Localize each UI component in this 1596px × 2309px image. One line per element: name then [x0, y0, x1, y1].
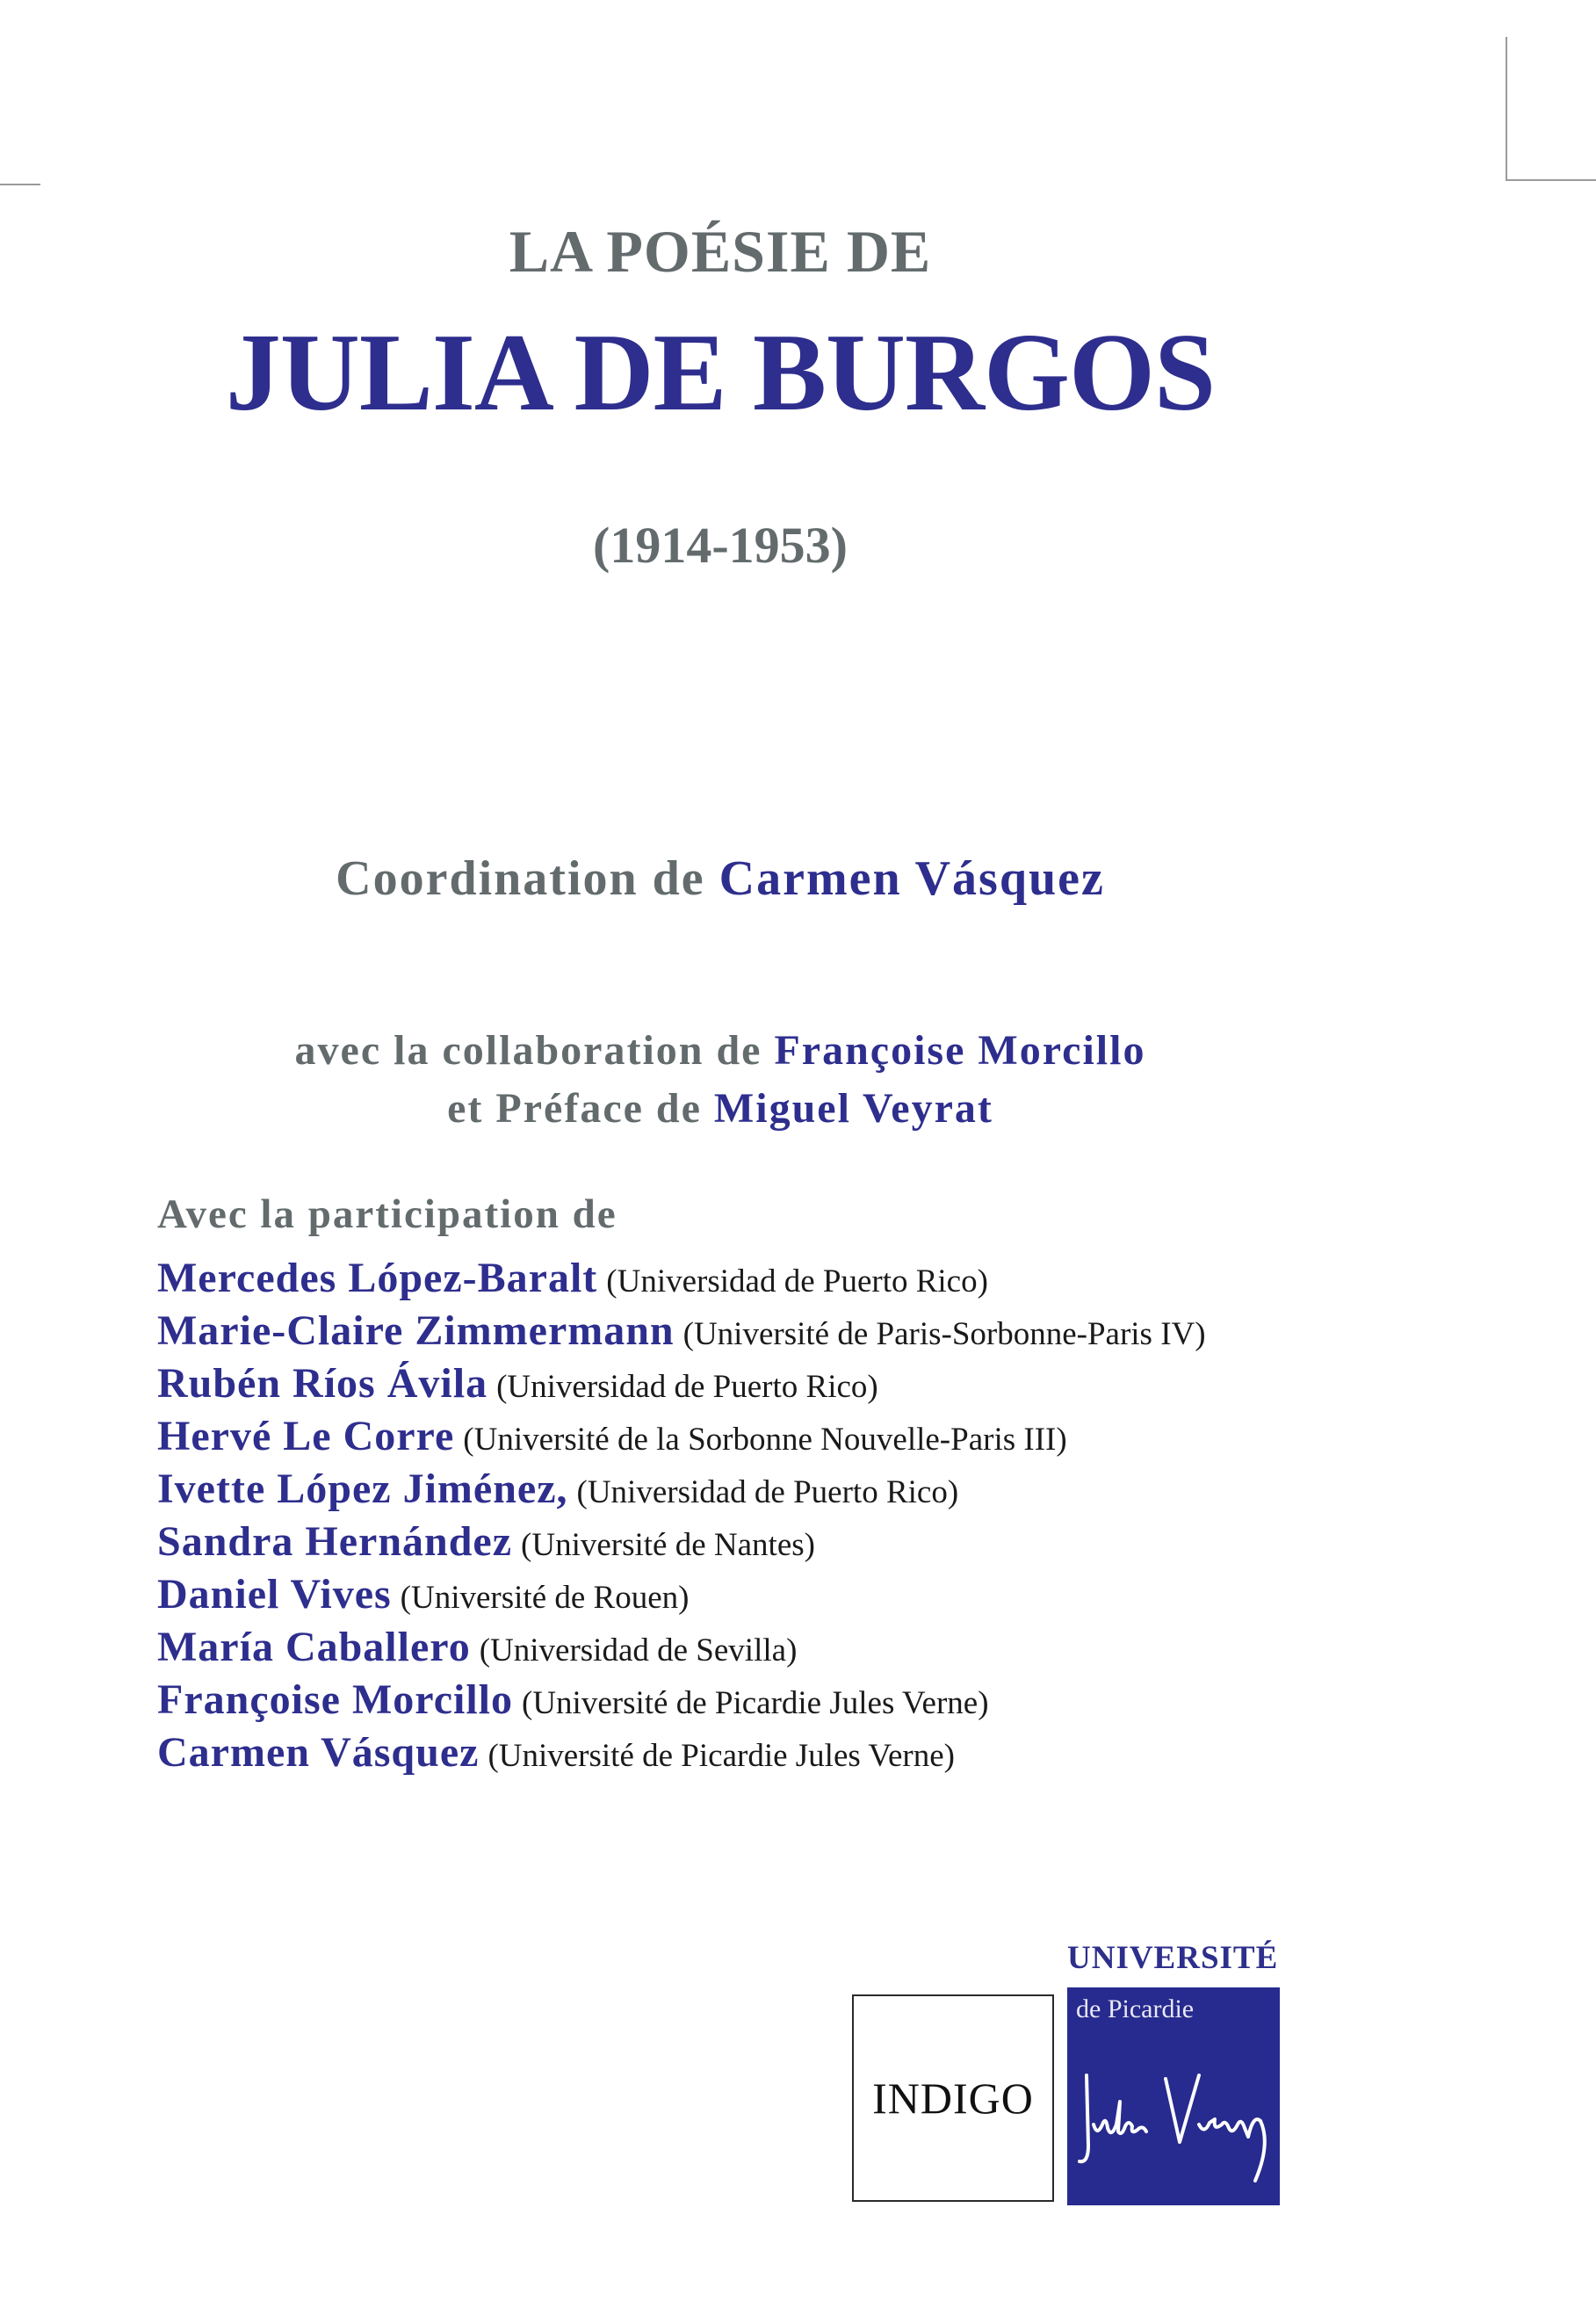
title-prefix: LA POÉSIE DE [509, 218, 932, 285]
participant-affiliation: (Université de Nantes) [521, 1527, 815, 1563]
list-item [157, 1252, 1206, 1305]
preface-label: et Préface de [447, 1085, 702, 1132]
crop-mark-top-left [0, 184, 40, 185]
participant-affiliation: (Université de Picardie Jules Verne) [522, 1685, 989, 1721]
crop-mark-top-right-horizontal [1506, 179, 1596, 181]
list-item [157, 1568, 1206, 1621]
list-item [157, 1305, 1206, 1357]
participant-affiliation: (Université de Paris-Sorbonne-Paris IV) [682, 1316, 1206, 1352]
participant-name: Ivette López Jiménez, [157, 1466, 568, 1512]
participant-name: Daniel Vives [157, 1571, 392, 1618]
participant-name: Sandra Hernández [157, 1518, 513, 1565]
list-item [157, 1621, 1206, 1674]
crop-mark-top-right-vertical [1506, 37, 1507, 181]
publisher-name: INDIGO [872, 2074, 1034, 2123]
participant-name: Françoise Morcillo [157, 1676, 513, 1723]
list-item [157, 1674, 1206, 1726]
list-item [157, 1726, 1206, 1779]
indigo-publisher-logo [852, 1994, 1054, 2202]
participant-name: Rubén Ríos Ávila [157, 1360, 488, 1407]
participation-heading: Avec la participation de [157, 1191, 617, 1237]
list-item [157, 1357, 1206, 1410]
university-subtitle: de Picardie [1076, 1994, 1195, 2023]
preface-line [0, 1080, 1441, 1138]
participant-affiliation: (Universidad de Puerto Rico) [496, 1369, 878, 1405]
participant-affiliation: (Universidad de Puerto Rico) [606, 1263, 988, 1299]
university-logo-block [1067, 1987, 1280, 2205]
book-title: JULIA DE BURGOS [225, 312, 1216, 434]
jules-verne-signature-icon [1067, 2040, 1280, 2198]
participant-name: Marie-Claire Zimmermann [157, 1307, 675, 1354]
university-title: UNIVERSITÉ [1067, 1940, 1279, 1976]
participant-name: María Caballero [157, 1624, 471, 1670]
participant-affiliation: (Université de Rouen) [400, 1580, 690, 1616]
collaboration-name: Françoise Morcillo [774, 1027, 1146, 1074]
coordination-line [0, 851, 1441, 906]
collaboration-line [0, 1022, 1441, 1080]
participant-affiliation: (Universidad de Sevilla) [479, 1632, 798, 1668]
list-item [157, 1410, 1206, 1463]
participant-affiliation: (Université de Picardie Jules Verne) [487, 1738, 955, 1774]
collaboration-label: avec la collaboration de [294, 1027, 762, 1074]
list-item [157, 1516, 1206, 1568]
coordination-label: Coordination de [336, 851, 705, 906]
participants-list [157, 1252, 1206, 1779]
title-dates: (1914-1953) [593, 517, 848, 574]
participant-affiliation: (Universidad de Puerto Rico) [576, 1474, 959, 1510]
participant-name: Carmen Vásquez [157, 1729, 480, 1776]
university-logo [1067, 1942, 1282, 2205]
participant-affiliation: (Université de la Sorbonne Nouvelle-Paris III) [463, 1422, 1067, 1458]
participant-name: Mercedes López-Baralt [157, 1255, 598, 1301]
participant-name: Hervé Le Corre [157, 1413, 455, 1459]
preface-name: Miguel Veyrat [713, 1085, 993, 1132]
list-item [157, 1463, 1206, 1516]
collaboration-block [0, 1022, 1441, 1138]
coordination-name: Carmen Vásquez [719, 851, 1105, 906]
